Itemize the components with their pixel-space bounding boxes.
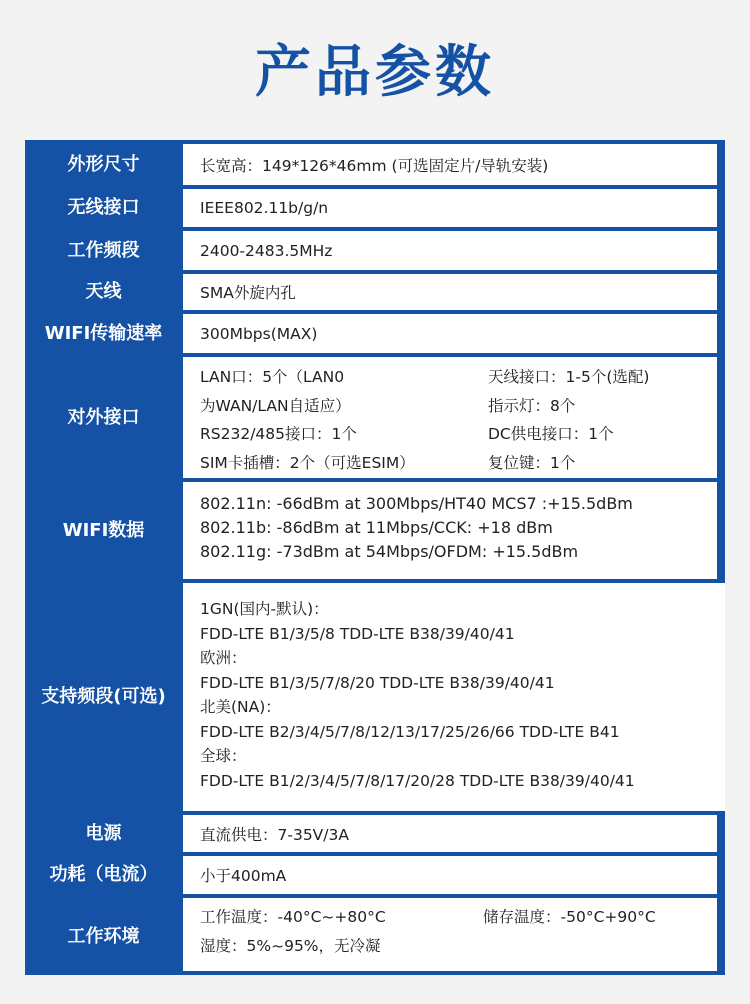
- spec-label: 工作环境: [67, 925, 140, 947]
- band-list: FDD-LTE B1/3/5/7/8/20 TDD-LTE B38/39/40/41: [200, 673, 555, 692]
- port-item: SIM卡插槽：2个（可选ESIM）: [200, 453, 415, 472]
- spec-row-wifi-rate: [25, 310, 725, 353]
- spec-value: SMA外旋内孔: [183, 274, 717, 310]
- spec-value-bands: [183, 583, 725, 811]
- wifi-data-line: 802.11b: -86dBm at 11Mbps/CCK: +18 dBm: [200, 518, 553, 537]
- spec-row-antenna: [25, 270, 725, 310]
- env-item: 湿度：5%~95%，无冷凝: [200, 937, 381, 955]
- spec-value: 小于400mA: [183, 856, 717, 894]
- spec-row-environment: [25, 894, 725, 975]
- port-item: 天线接口：1-5个(选配): [488, 368, 650, 386]
- spec-value-environment: [183, 898, 717, 971]
- spec-label: 外形尺寸: [67, 153, 140, 175]
- band-region: 欧洲：: [200, 649, 247, 667]
- band-list: FDD-LTE B1/3/5/8 TDD-LTE B38/39/40/41: [200, 624, 515, 643]
- port-item: RS232/485接口：1个: [200, 425, 357, 443]
- env-item: 储存温度：-50°C+90°C: [483, 908, 656, 926]
- port-item: 指示灯：8个: [488, 396, 576, 415]
- port-item: 为WAN/LAN自适应）: [200, 396, 351, 415]
- env-right-column: [483, 903, 656, 932]
- spec-value: 2400-2483.5MHz: [183, 231, 717, 270]
- spec-table: [25, 140, 725, 975]
- band-region: 1GN(国内-默认)：: [200, 600, 329, 618]
- env-item: 工作温度：-40°C~+80°C: [200, 908, 386, 926]
- spec-value: 长宽高：149*126*46mm (可选固定片/导轨安装): [183, 144, 717, 185]
- port-item: DC供电接口：1个: [488, 425, 614, 443]
- ports-right-column: [488, 363, 649, 477]
- spec-label: 工作频段: [67, 239, 140, 261]
- spec-value-ports: [183, 357, 717, 478]
- spec-row-bands: [25, 579, 725, 811]
- band-region: 北美(NA)：: [200, 698, 281, 716]
- page-title: 产品参数: [255, 40, 495, 105]
- spec-row-wireless: [25, 185, 725, 227]
- spec-row-size: [25, 140, 725, 185]
- spec-value: IEEE802.11b/g/n: [183, 189, 717, 227]
- spec-label: 天线: [85, 281, 122, 302]
- spec-row-power: [25, 811, 725, 852]
- spec-label: 功耗（电流）: [49, 864, 158, 885]
- wifi-data-line: 802.11g: -73dBm at 54Mbps/OFDM: +15.5dBm: [200, 542, 579, 561]
- spec-row-frequency: [25, 227, 725, 270]
- band-list: FDD-LTE B2/3/4/5/7/8/12/13/17/25/26/66 TDD-LTE B41: [200, 722, 620, 741]
- spec-label: 支持频段(可选): [41, 686, 166, 707]
- port-item: 复位键：1个: [488, 453, 576, 472]
- spec-label: WIFI数据: [62, 519, 145, 541]
- band-list: FDD-LTE B1/2/3/4/5/7/8/17/20/28 TDD-LTE B38/39/40/41: [200, 771, 635, 790]
- spec-label: 对外接口: [67, 406, 140, 428]
- spec-row-consumption: [25, 852, 725, 894]
- spec-row-wifi-data: [25, 478, 725, 579]
- spec-label: 无线接口: [67, 197, 140, 218]
- port-item: LAN口：5个（LAN0: [200, 368, 345, 386]
- spec-value: 300Mbps(MAX): [183, 314, 717, 353]
- spec-value-wifi-data: [183, 482, 717, 579]
- spec-label: WIFI传输速率: [44, 322, 163, 344]
- spec-label: 电源: [85, 822, 122, 844]
- spec-row-ports: [25, 353, 725, 478]
- band-region: 全球：: [200, 747, 247, 765]
- spec-value: 直流供电：7-35V/3A: [183, 815, 717, 852]
- wifi-data-line: 802.11n: -66dBm at 300Mbps/HT40 MCS7 :+15.5dBm: [200, 494, 633, 513]
